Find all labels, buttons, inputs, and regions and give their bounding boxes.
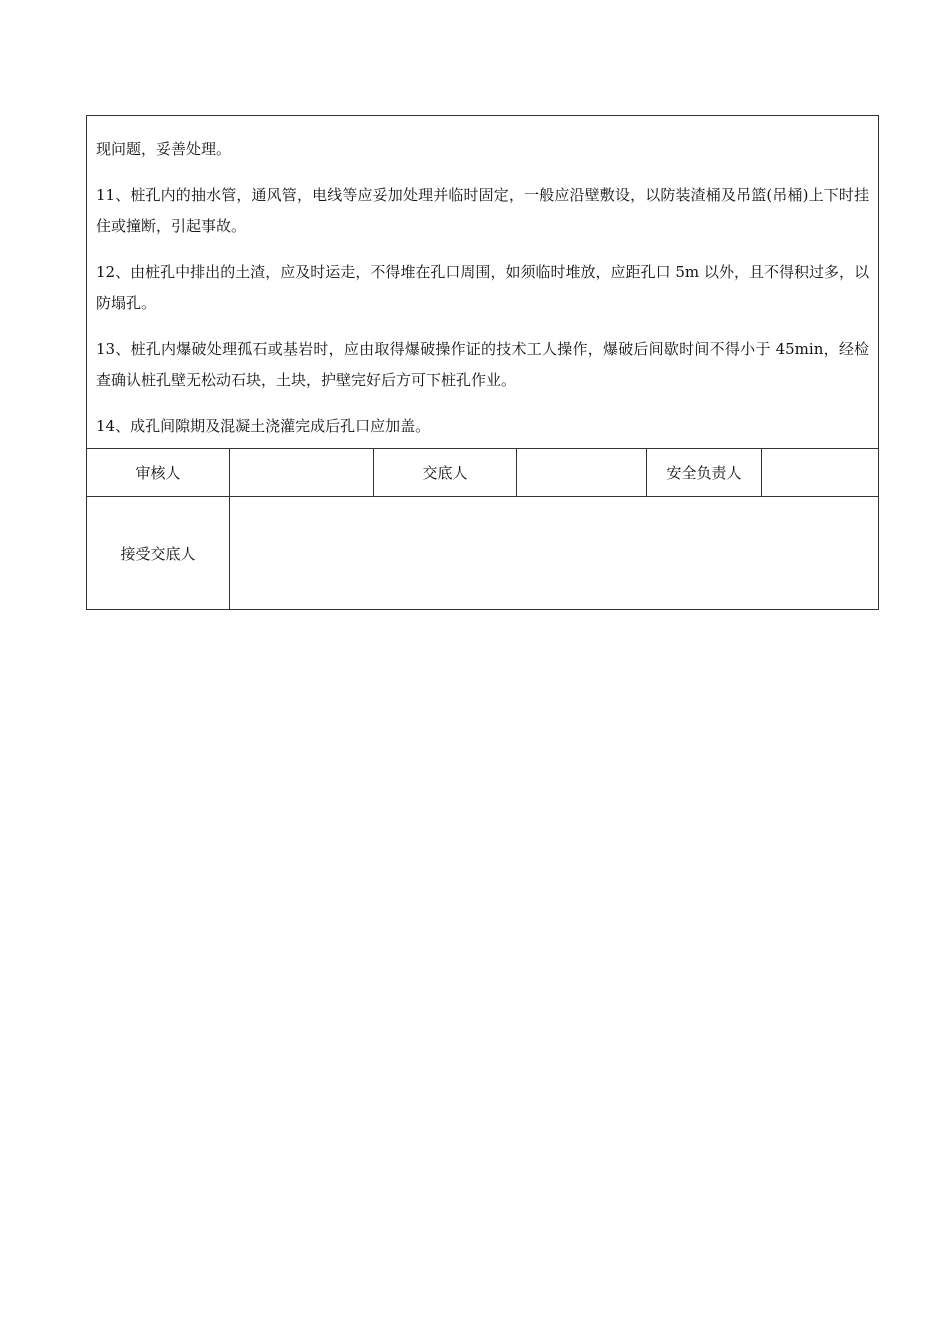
paragraph-continuation: 现问题，妥善处理。 [96, 140, 232, 158]
briefer-label: 交底人 [374, 449, 517, 497]
safety-officer-value [762, 449, 879, 497]
briefer-value [517, 449, 647, 497]
paragraph-13: 13、桩孔内爆破处理孤石或基岩时，应由取得爆破操作证的技术工人操作，爆破后间歇时间不得小于 45min，经检查确认桩孔壁无松动石块，土块，护壁完好后方可下桩孔作业。 [96, 340, 870, 389]
safety-briefing-table [86, 115, 879, 610]
safety-officer-label: 安全负责人 [647, 449, 762, 497]
receiver-label: 接受交底人 [87, 497, 230, 610]
signature-row [87, 449, 879, 497]
paragraph-12: 12、由桩孔中排出的土渣，应及时运走，不得堆在孔口周围，如须临时堆放，应距孔口 5m 以外，且不得积过多，以防塌孔。 [96, 263, 870, 312]
content-cell [87, 116, 879, 449]
paragraph-14: 14、成孔间隙期及混凝土浇灌完成后孔口应加盖。 [96, 417, 431, 435]
reviewer-value [230, 449, 374, 497]
reviewer-label: 审核人 [87, 449, 230, 497]
receiver-value [230, 497, 879, 610]
receiver-row [87, 497, 879, 610]
paragraph-11: 11、桩孔内的抽水管，通风管，电线等应妥加处理并临时固定，一般应沿壁敷设，以防装渣桶及吊篮(吊桶)上下时挂住或撞断，引起事故。 [96, 186, 870, 235]
content-row [87, 116, 879, 449]
